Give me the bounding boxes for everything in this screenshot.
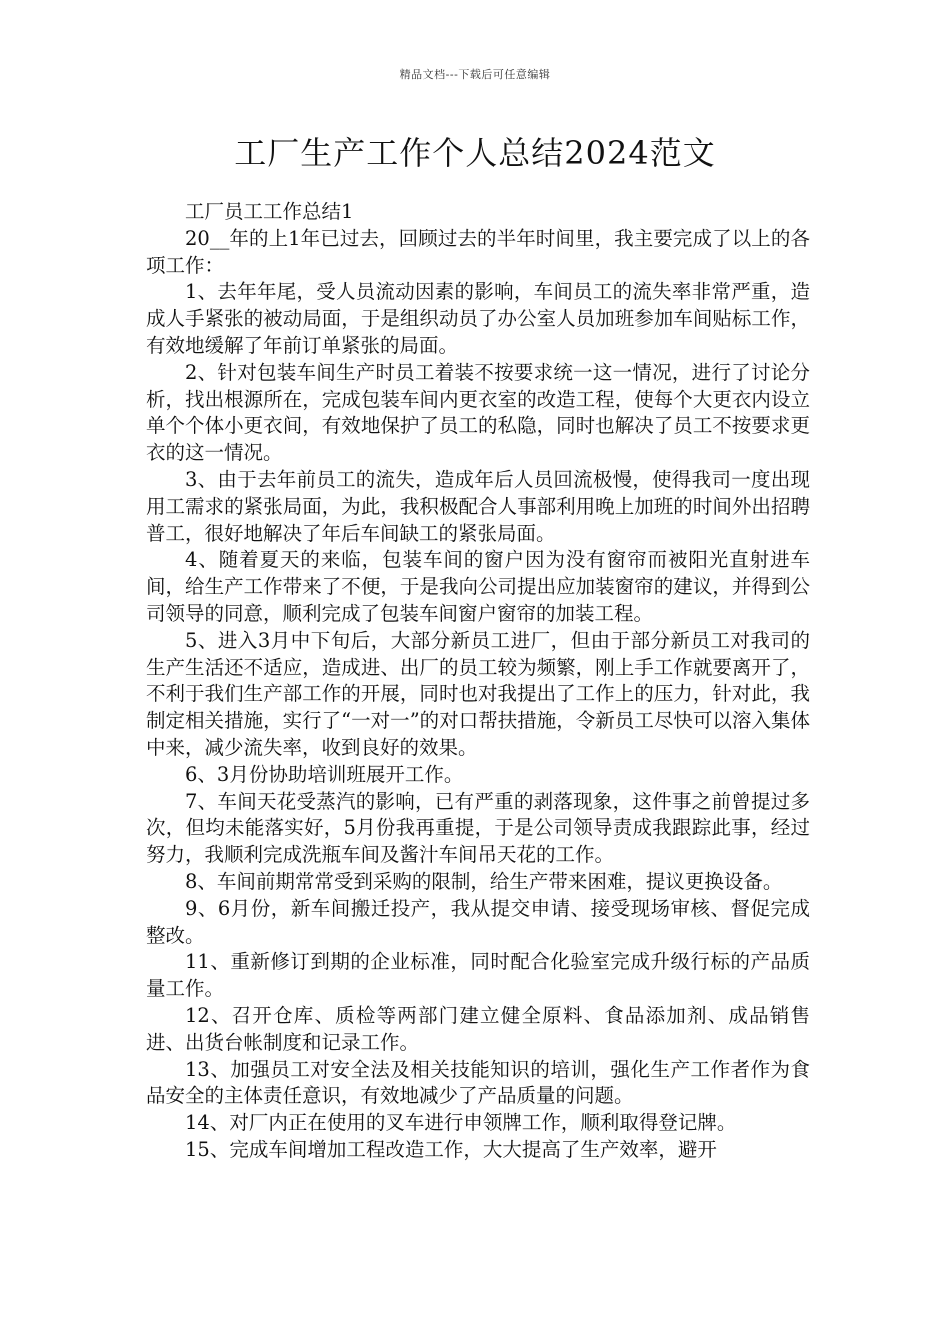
document-body	[146, 199, 810, 1164]
list-item: 12、召开仓库、质检等两部门建立健全原料、食品添加剂、成品销售进、出货台帐制度和记录工作。	[146, 1003, 810, 1054]
list-item: 14、对厂内正在使用的叉车进行申领牌工作，顺利取得登记牌。	[185, 1111, 737, 1135]
list-item: 15、完成车间增加工程改造工作，大大提高了生产效率，避开	[185, 1137, 717, 1161]
list-item: 11、重新修订到期的企业标准，同时配合化验室完成升级行标的产品质量工作。	[146, 950, 810, 1001]
intro-paragraph: 20__年的上1年已过去，回顾过去的半年时间里，我主要完成了以上的各项工作：	[146, 226, 810, 277]
header-note: 精品文档---下载后可任意编辑	[399, 68, 551, 81]
list-item: 6、3月份协助培训班展开工作。	[185, 762, 464, 786]
list-item: 5、进入3月中下旬后，大部分新员工进厂，但由于部分新员工对我司的生产生活还不适应，造成进、出厂的员工较为频繁，刚上手工作就要离开了，不利于我们生产部工作的开展，同时也对我提出了工作上的压力，针对此，我制定相关措施，实行了“一对一”的对口帮扶措施，令新员工尽快可以溶入集体中来，减少流失率，收到良好的效果。	[146, 628, 810, 759]
list-item: 9、6月份，新车间搬迁投产，我从提交申请、接受现场审核、督促完成整改。	[146, 896, 810, 947]
list-item: 13、加强员工对安全法及相关技能知识的培训，强化生产工作者作为食品安全的主体责任意识，有效地减少了产品质量的问题。	[146, 1057, 810, 1108]
section-heading: 工厂员工工作总结1	[185, 200, 354, 223]
list-item: 7、车间天花受蒸汽的影响，已有严重的剥落现象，这件事之前曾提过多次，但均未能落实好，5月份我再重提，于是公司领导责成我跟踪此事，经过努力，我顺利完成洗瓶车间及酱汁车间吊天花的工作。	[146, 789, 810, 867]
list-item: 1、去年年尾，受人员流动因素的影响，车间员工的流失率非常严重，造成人手紧张的被动局面，于是组织动员了办公室人员加班参加车间贴标工作，有效地缓解了年前订单紧张的局面。	[146, 280, 810, 357]
list-item: 8、车间前期常常受到采购的限制，给生产带来困难，提议更换设备。	[185, 869, 783, 893]
list-item: 3、由于去年前员工的流失，造成年后人员回流极慢，使得我司一度出现用工需求的紧张局面，为此，我积极配合人事部利用晚上加班的时间外出招聘普工，很好地解决了年后车间缺工的紧张局面。	[146, 467, 810, 545]
list-item: 4、随着夏天的来临，包装车间的窗户因为没有窗帘而被阳光直射进车间，给生产工作带来了不便，于是我向公司提出应加装窗帘的建议，并得到公司领导的同意，顺利完成了包装车间窗户窗帘的加装工程。	[146, 548, 810, 625]
document-title: 工厂生产工作个人总结2024范文	[234, 134, 716, 172]
list-item: 2、针对包装车间生产时员工着装不按要求统一这一情况，进行了讨论分析，找出根源所在，完成包装车间内更衣室的改造工程，使每个大更衣内设立单个个体小更衣间，有效地保护了员工的私隐，同时也解决了员工不按要求更衣的这一情况。	[146, 360, 810, 465]
